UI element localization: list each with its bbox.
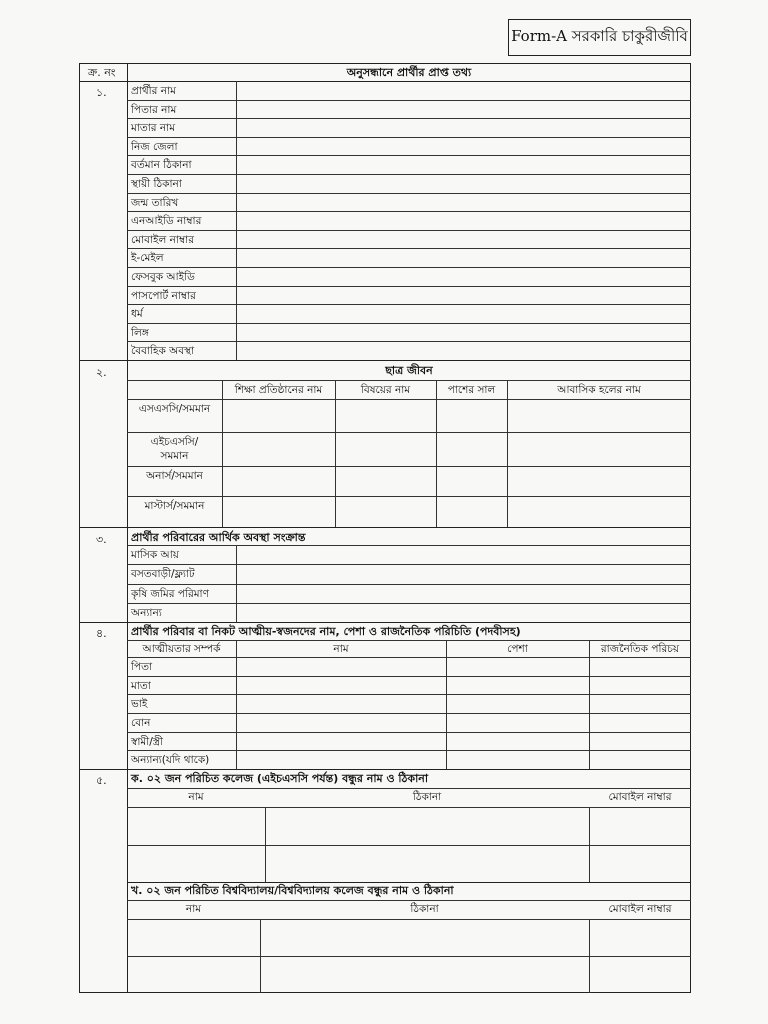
form-title: Form-A সরকারি চাকুরীজীবি	[511, 27, 688, 45]
relation-label: স্বামী/স্ত্রী	[131, 735, 164, 748]
row-divider	[127, 956, 691, 957]
field-label: কৃষি জমির পরিমাণ	[131, 587, 209, 600]
column-header: রাজনৈতিক পরিচয়	[600, 643, 680, 655]
column-header: পাশের সাল	[447, 384, 496, 396]
row-divider	[127, 657, 691, 658]
row-divider	[127, 788, 691, 789]
field-label: জন্ম তারিখ	[131, 196, 179, 209]
column-header: আত্মীয়তার সম্পর্ক	[142, 643, 221, 655]
row-divider	[127, 466, 691, 467]
row-divider	[127, 496, 691, 497]
field-label: বসতবাড়ী/ফ্ল্যাট	[131, 568, 195, 581]
column-divider	[436, 380, 437, 527]
section5-part-b-title: খ. ০২ জন পরিচিত বিশ্ববিদ্যালয়/বিশ্ববিদ্যালয় কলেজ বন্ধুর নাম ও ঠিকানা	[131, 884, 454, 897]
row-divider	[127, 603, 691, 604]
field-label: লিঙ্গ	[131, 326, 149, 339]
column-header: ঠিকানা	[412, 791, 442, 803]
table-title: অনুসন্ধানে প্রার্থীর প্রাপ্ত তথ্য	[346, 66, 472, 79]
serial-header: ক্র. নং	[88, 66, 116, 79]
row-divider	[127, 211, 691, 212]
field-label: ই-মেইল	[131, 252, 164, 265]
column-header: আবাসিক হলের নাম	[557, 384, 641, 396]
education-level-label: এইচএসসি/	[150, 436, 199, 448]
field-label: নিজ জেলা	[131, 140, 178, 153]
field-label: মাসিক আয়	[131, 549, 179, 561]
row-divider	[127, 304, 691, 305]
row-divider	[127, 640, 691, 641]
field-label: প্রার্থীর নাম	[131, 85, 176, 97]
column-divider	[222, 380, 223, 527]
section2-title: ছাত্র জীবন	[385, 364, 433, 377]
row-divider	[127, 750, 691, 751]
field-label: পাসপোর্ট নাম্বার	[131, 289, 196, 302]
row-divider	[127, 545, 691, 546]
field-label: স্থায়ী ঠিকানা	[131, 178, 182, 190]
row-divider	[127, 341, 691, 342]
section2-number: ২.	[96, 366, 107, 379]
field-label: ফেসবুক আইডি	[131, 271, 195, 283]
section4-title: প্রার্থীর পরিবার বা নিকট আত্মীয়-স্বজনদের নাম, পেশা ও রাজনৈতিক পরিচিতি (পদবীসহ)	[131, 625, 521, 638]
row-divider	[127, 807, 691, 808]
column-header: শিক্ষা প্রতিষ্ঠানের নাম	[234, 384, 323, 396]
row-divider	[127, 584, 691, 585]
field-label: মোবাইল নাম্বার	[131, 233, 194, 246]
field-label: বর্তমান ঠিকানা	[131, 159, 192, 172]
row-divider	[127, 248, 691, 249]
section1-column-divider	[236, 81, 237, 360]
row-divider	[127, 380, 691, 381]
education-level-label: সমমান	[160, 450, 189, 462]
column-header: পেশা	[507, 643, 528, 655]
column-divider	[507, 380, 508, 527]
education-level-label: এসএসসি/সমমান	[138, 403, 211, 415]
row-divider	[127, 900, 691, 901]
row-divider	[127, 286, 691, 287]
section1-number: ১.	[96, 86, 107, 99]
column-divider	[335, 380, 336, 527]
field-label: পিতার নাম	[131, 103, 177, 116]
education-level-label: মাস্টার্স/সমমান	[144, 500, 205, 512]
row-divider	[127, 564, 691, 565]
column-header: নাম	[185, 903, 202, 915]
section5-number: ৫.	[96, 774, 107, 787]
relation-label: মাতা	[131, 679, 151, 692]
section3-number: ৩.	[96, 533, 107, 546]
section5-part-a-title: ক. ০২ জন পরিচিত কলেজ (এইচএসসি পর্যন্ত) বন্ধুর নাম ও ঠিকানা	[131, 772, 429, 785]
row-divider	[127, 137, 691, 138]
row-divider	[127, 432, 691, 433]
row-divider	[127, 155, 691, 156]
relation-label: বোন	[131, 717, 151, 729]
relation-label: পিতা	[131, 661, 153, 673]
section-divider	[79, 527, 691, 528]
row-divider	[127, 118, 691, 119]
field-label: অন্যান্য	[131, 606, 162, 619]
row-divider	[127, 919, 691, 920]
row-divider	[79, 81, 691, 82]
field-label: মাতার নাম	[131, 122, 176, 135]
relation-label: ভাই	[131, 698, 148, 711]
column-header: নাম	[333, 643, 349, 655]
education-level-label: অনার্স/সমমান	[146, 470, 203, 482]
serial-column-divider	[127, 63, 128, 993]
row-divider	[127, 845, 691, 846]
row-divider	[127, 676, 691, 677]
row-divider	[127, 267, 691, 268]
section4-number: ৪.	[96, 627, 107, 640]
field-label: ধর্ম	[131, 308, 143, 321]
row-divider	[127, 100, 691, 101]
row-divider	[127, 713, 691, 714]
form-title-box	[508, 19, 691, 56]
relation-label: অন্যান্য(যদি থাকে)	[131, 754, 210, 767]
column-header: নাম	[188, 791, 204, 803]
field-label: এনআইডি নাম্বার	[131, 215, 202, 228]
row-divider	[127, 399, 691, 400]
section3-title: প্রার্থীর পরিবারের আর্থিক অবস্থা সংক্রান্ত	[131, 531, 306, 544]
row-divider	[127, 323, 691, 324]
column-header: বিষয়ের নাম	[360, 384, 411, 396]
section-divider	[79, 622, 691, 623]
column-header: মোবাইল নাম্বার	[608, 791, 672, 803]
row-divider	[127, 193, 691, 194]
column-header: ঠিকানা	[410, 903, 439, 915]
column-header: মোবাইল নাম্বার	[608, 903, 672, 915]
row-divider	[127, 230, 691, 231]
row-divider	[127, 174, 691, 175]
row-divider	[127, 732, 691, 733]
row-divider	[127, 882, 691, 883]
field-label: বৈবাহিক অবস্থা	[131, 345, 195, 358]
row-divider	[127, 694, 691, 695]
